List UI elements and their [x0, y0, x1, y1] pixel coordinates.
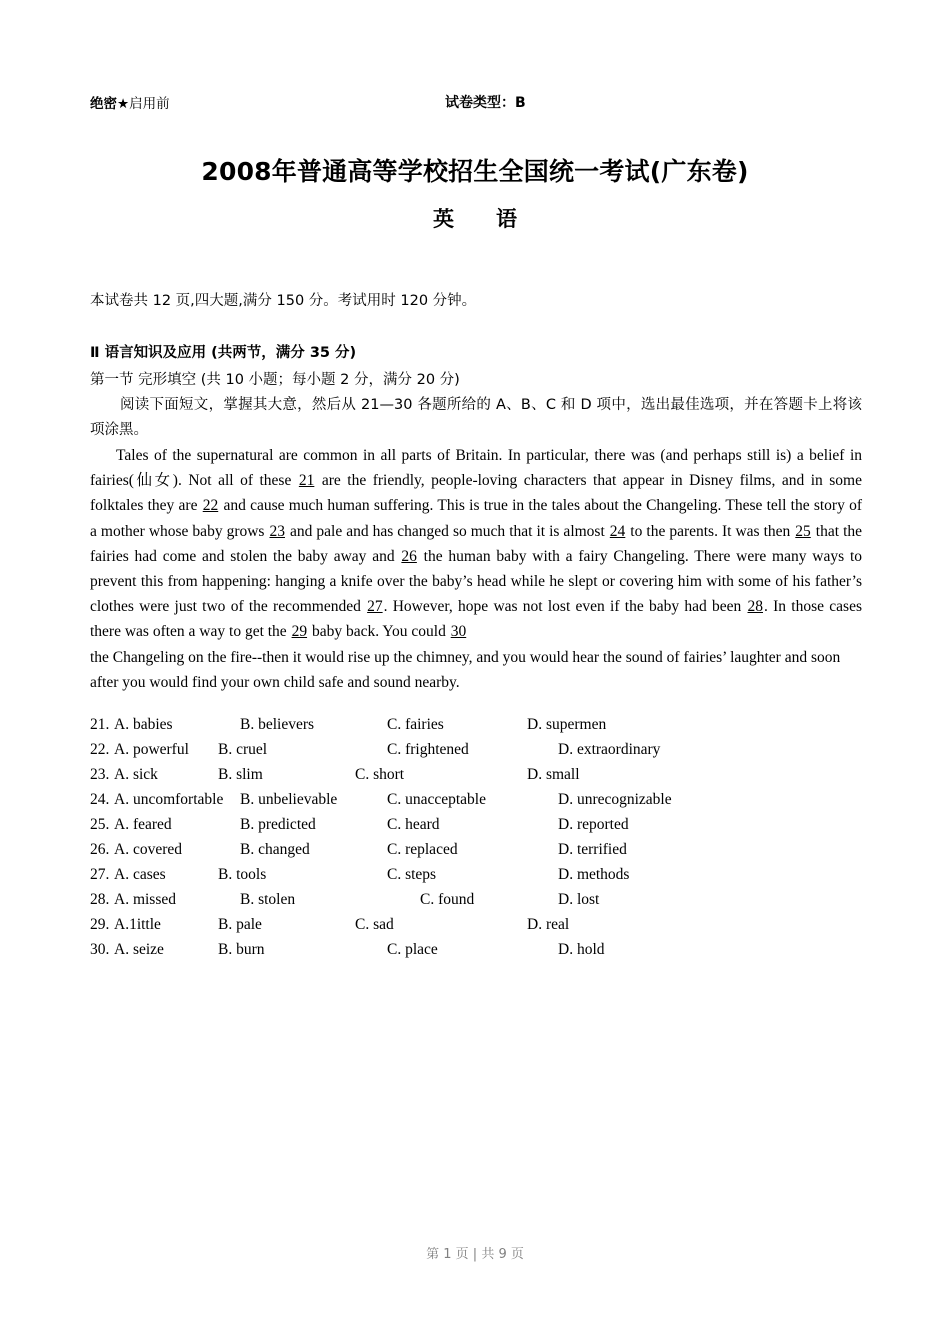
option-C[interactable]: C. fairies	[387, 716, 444, 733]
subject-title: 英 语	[433, 207, 517, 231]
question-number: 28.	[90, 891, 110, 908]
option-C[interactable]: C. frightened	[387, 741, 469, 758]
star-icon: ★	[117, 96, 130, 112]
option-A[interactable]: A. seize	[114, 941, 164, 958]
passage-text: . However, hope was not lost even if the baby had been	[383, 598, 747, 616]
passage-text: and cause much human suffering. This is true in the tales about the Changeling. These tell the story of a mother whose baby grows	[90, 497, 862, 540]
passage-paragraph-1	[90, 443, 862, 645]
option-C[interactable]: C. replaced	[387, 841, 458, 858]
option-B[interactable]: B. changed	[240, 841, 310, 858]
option-A[interactable]: A. uncomfortable	[114, 791, 224, 808]
option-C[interactable]: C. sad	[355, 916, 394, 933]
option-A[interactable]: A. babies	[114, 716, 173, 733]
option-B[interactable]: B. cruel	[218, 741, 268, 758]
passage-text: to the parents. It was then	[626, 522, 795, 540]
option-A[interactable]: A. missed	[114, 891, 176, 908]
option-A[interactable]: A.1ittle	[114, 916, 161, 933]
blank-29: 29	[291, 623, 308, 641]
chinese-directions: 阅读下面短文，掌握其大意，然后从 21—30 各题所给的 A、B、C 和 D 项中，选出最佳选项，并在答题卡上将该项涂黑。	[90, 397, 862, 438]
option-D[interactable]: D. lost	[558, 891, 600, 908]
option-C[interactable]: C. found	[420, 891, 475, 908]
question-row	[90, 716, 880, 741]
passage-text: . In those cases there was often a way to get the	[90, 598, 862, 641]
option-B[interactable]: B. unbelievable	[240, 791, 338, 808]
question-row	[90, 941, 880, 966]
option-C[interactable]: C. heard	[387, 816, 440, 833]
option-B[interactable]: B. burn	[218, 941, 265, 958]
subsection-heading: 第一节 完形填空 (共 10 小题；每小题 2 分，满分 20 分)	[90, 372, 460, 388]
option-A[interactable]: A. covered	[114, 841, 182, 858]
option-C[interactable]: C. steps	[387, 866, 437, 883]
blank-30: 30	[450, 623, 467, 641]
option-A[interactable]: A. sick	[114, 766, 158, 783]
page-footer: 第 1 页 | 共 9 页	[426, 1247, 524, 1262]
option-A[interactable]: A. powerful	[114, 741, 189, 758]
question-row	[90, 866, 880, 891]
confidential-suffix: 启用前	[129, 96, 170, 112]
option-C[interactable]: C. short	[355, 766, 405, 783]
confidential-prefix: 绝密	[90, 96, 117, 112]
passage-text: that the fairies had come and stolen the baby away and	[90, 522, 863, 565]
option-D[interactable]: D. reported	[558, 816, 629, 833]
question-number: 25.	[90, 816, 110, 833]
question-number: 27.	[90, 866, 110, 883]
question-number: 22.	[90, 741, 110, 758]
question-row	[90, 816, 880, 841]
option-B[interactable]: B. slim	[218, 766, 263, 783]
paper-type-label: 试卷类型：B	[445, 95, 526, 111]
option-D[interactable]: D. small	[527, 766, 580, 783]
passage-text: and pale and has changed so much that it is almost	[285, 522, 609, 540]
question-number: 23.	[90, 766, 110, 783]
option-D[interactable]: D. supermen	[527, 716, 607, 733]
option-C[interactable]: C. unacceptable	[387, 791, 486, 808]
exam-note: 本试卷共 12 页,四大题,满分 150 分。考试用时 120 分钟。	[90, 293, 477, 309]
question-number: 29.	[90, 916, 110, 933]
option-D[interactable]: D. hold	[558, 941, 605, 958]
blank-26: 26	[401, 547, 417, 565]
blank-24: 24	[609, 522, 626, 540]
option-D[interactable]: D. methods	[558, 866, 630, 883]
blank-23: 23	[269, 522, 285, 540]
page-title: 2008年普通高等学校招生全国统一考试(广东卷)	[201, 157, 749, 186]
question-number: 26.	[90, 841, 110, 858]
option-C[interactable]: C. place	[387, 941, 438, 958]
blank-25: 25	[795, 522, 811, 540]
question-number: 24.	[90, 791, 110, 808]
option-D[interactable]: D. unrecognizable	[558, 791, 672, 808]
passage-paragraph-2: the Changeling on the fire--then it would rise up the chimney, and you would hear the sound of fairies’ laughter and soon after you would find your own child safe and sound nearby.	[90, 648, 841, 691]
question-row	[90, 766, 880, 791]
question-options-list	[90, 716, 880, 966]
blank-28: 28	[747, 598, 763, 616]
question-row	[90, 841, 880, 866]
question-row	[90, 741, 880, 766]
option-D[interactable]: D. extraordinary	[558, 741, 661, 758]
passage-text: Tales of the supernatural are common in all parts of Britain. In particular, there was (and perhaps still is) a belief in fairies(仙女). Not all of these	[90, 447, 862, 490]
question-row	[90, 916, 880, 941]
blank-27: 27	[367, 598, 383, 616]
passage-text: the human baby with a fairy Changeling. There were many ways to prevent this from happening: hanging a knife over the baby’s head while he slept or covering him with some of his father’s clothes were just two of the recommended	[90, 547, 862, 616]
blank-21: 21	[298, 472, 315, 490]
blank-22: 22	[202, 497, 219, 515]
passage-text: baby back. You could	[308, 623, 450, 641]
question-row	[90, 791, 880, 816]
question-row	[90, 891, 880, 916]
option-D[interactable]: D. terrified	[558, 841, 627, 858]
option-B[interactable]: B. believers	[240, 716, 315, 733]
option-D[interactable]: D. real	[527, 916, 570, 933]
option-A[interactable]: A. feared	[114, 816, 172, 833]
page-header	[90, 92, 860, 114]
confidential-label	[90, 92, 170, 112]
section-heading: Ⅱ 语言知识及应用 (共两节，满分 35 分)	[90, 345, 357, 361]
passage-text: are the friendly, people-loving characters that appear in Disney films, and in some folktales they are	[90, 472, 862, 515]
option-B[interactable]: B. predicted	[240, 816, 316, 833]
question-number: 21.	[90, 716, 110, 733]
option-B[interactable]: B. pale	[218, 916, 262, 933]
option-B[interactable]: B. tools	[218, 866, 267, 883]
cloze-passage	[90, 443, 862, 695]
question-number: 30.	[90, 941, 110, 958]
option-A[interactable]: A. cases	[114, 866, 166, 883]
option-B[interactable]: B. stolen	[240, 891, 296, 908]
